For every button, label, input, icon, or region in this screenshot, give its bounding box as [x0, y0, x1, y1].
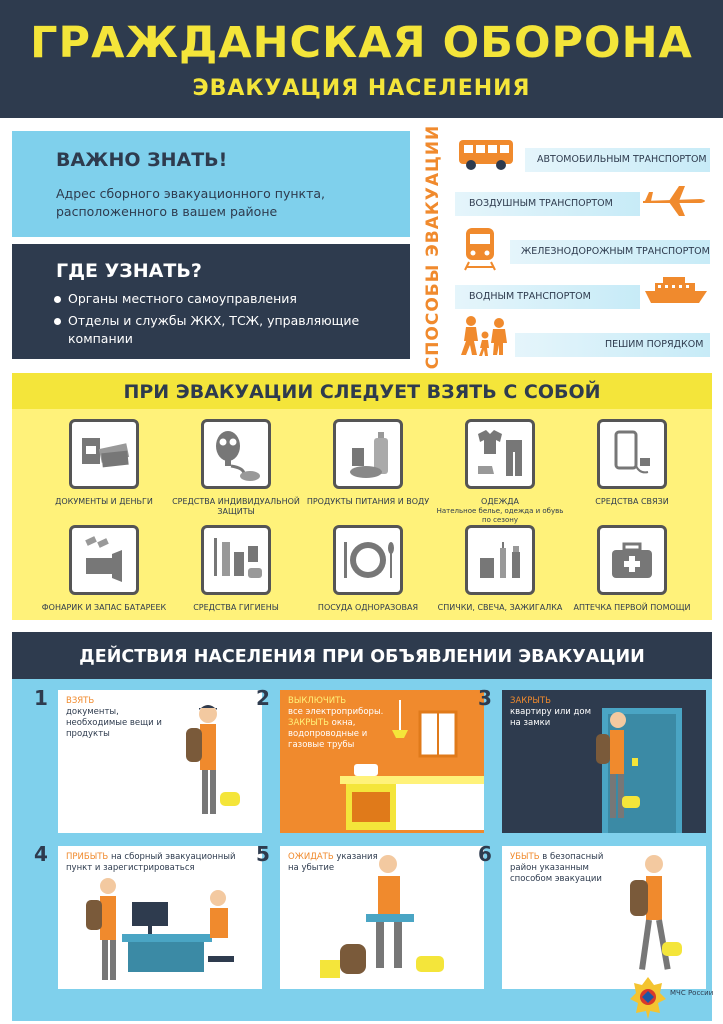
actions-section: [12, 632, 712, 1021]
gas-mask-icon: [201, 419, 271, 489]
step-panel: [280, 690, 484, 833]
take-item-label: ПОСУДА ОДНОРАЗОВАЯ: [317, 603, 419, 612]
step-keyword: ВЗЯТЬ: [66, 696, 95, 706]
transport-item-air: [455, 192, 710, 218]
logo-label: МЧС России: [670, 989, 714, 997]
take-item-clothes: [434, 419, 566, 525]
take-item-matches: [434, 525, 566, 613]
transport-item-walk: [455, 333, 710, 359]
take-item-label: ФОНАРИК И ЗАПАС БАТАРЕЕК: [41, 603, 167, 612]
phone-icon: [597, 419, 667, 489]
take-item-documents: [38, 419, 170, 507]
page-title: ГРАЖДАНСКАЯ ОБОРОНА: [30, 18, 693, 68]
waiting-person-icon: [310, 852, 484, 989]
where-item: Отделы и службы ЖКХ, ТСЖ, управляющие компании: [52, 312, 392, 348]
step-text: [66, 696, 178, 740]
take-item-label: СРЕДСТВА ГИГИЕНЫ: [193, 603, 279, 612]
first-aid-icon: [597, 525, 667, 595]
step-number: 3: [478, 686, 492, 710]
take-item-label: СРЕДСТВА СВЯЗИ: [595, 497, 669, 506]
food-water-icon: [333, 419, 403, 489]
airplane-icon: [639, 184, 709, 218]
page-subtitle: ЭВАКУАЦИЯ НАСЕЛЕНИЯ: [192, 76, 531, 101]
emblem-icon: [628, 975, 668, 1020]
where-list: [52, 290, 392, 352]
action-step-4: [34, 842, 262, 989]
step-keyword: УБЫТЬ: [510, 852, 540, 862]
take-with-you-section: [12, 373, 712, 620]
action-step-1: [34, 686, 262, 833]
take-heading: ПРИ ЭВАКУАЦИИ СЛЕДУЕТ ВЗЯТЬ С СОБОЙ: [123, 381, 601, 403]
flashlight-icon: [69, 525, 139, 595]
step-panel: [280, 846, 484, 989]
matches-icon: [465, 525, 535, 595]
transport-label: ЖЕЛЕЗНОДОРОЖНЫМ ТРАНСПОРТОМ: [521, 246, 710, 257]
step-panel: [58, 690, 262, 833]
actions-heading: ДЕЙСТВИЯ НАСЕЛЕНИЯ ПРИ ОБЪЯВЛЕНИИ ЭВАКУАЦИИ: [79, 647, 645, 667]
take-item-label: ОДЕЖДА: [481, 497, 519, 506]
step-number: 6: [478, 842, 492, 866]
important-to-know-box: [12, 131, 410, 237]
step-text: [510, 852, 610, 885]
documents-money-icon: [69, 419, 139, 489]
step-text: [66, 852, 246, 874]
transport-item-auto: [455, 148, 710, 174]
step-description-2: окна, водопроводные и газовые трубы: [288, 718, 368, 750]
header-banner: [0, 0, 723, 118]
bus-icon: [457, 138, 515, 172]
important-text: Адрес сборного эвакуационного пункта, расположенного в вашем районе: [56, 186, 326, 219]
step-keyword: ПРИБЫТЬ: [66, 852, 109, 862]
step-keyword-2: ЗАКРЫТЬ: [288, 718, 329, 728]
door-icon: [592, 704, 706, 833]
transport-label: ВОДНЫМ ТРАНСПОРТОМ: [469, 291, 591, 302]
take-item-first-aid: [566, 525, 698, 613]
step-description: в безопасный район указанным способом эвакуации: [510, 852, 604, 884]
ship-icon: [643, 273, 709, 307]
step-number: 2: [256, 686, 270, 710]
step-description: все электроприборы.: [288, 707, 384, 717]
step-description: указания на убытие: [288, 852, 378, 873]
take-item-label: ДОКУМЕНТЫ И ДЕНЬГИ: [55, 497, 153, 506]
step-description: квартиру или дом на замки: [510, 707, 592, 728]
train-icon: [463, 226, 497, 272]
step-number: 4: [34, 842, 48, 866]
step-description: на сборный эвакуационный пункт и зарегистрироваться: [66, 852, 236, 873]
step-panel: [502, 846, 706, 989]
step-description: документы, необходимые вещи и продукты: [66, 707, 162, 739]
clothes-icon: [465, 419, 535, 489]
take-item-flashlight: [38, 525, 170, 613]
transport-label: АВТОМОБИЛЬНЫМ ТРАНСПОРТОМ: [537, 154, 707, 165]
walking-person-icon: [612, 852, 692, 989]
take-item-food: [302, 419, 434, 507]
action-step-5: [256, 842, 484, 989]
take-item-sublabel: Нательное белье, одежда и обувь по сезону: [436, 507, 564, 524]
where-heading: ГДЕ УЗНАТЬ?: [56, 260, 202, 282]
where-to-find-box: [12, 244, 410, 359]
step-number: 5: [256, 842, 270, 866]
action-step-2: [256, 686, 484, 833]
step-keyword: ВЫКЛЮЧИТЬ: [288, 696, 347, 706]
step-panel: [58, 846, 262, 989]
step-keyword: ЗАКРЫТЬ: [510, 696, 551, 706]
take-item-communication: [566, 419, 698, 507]
transport-label: ВОЗДУШНЫМ ТРАНСПОРТОМ: [469, 198, 613, 209]
kitchen-icon: [340, 700, 484, 833]
registration-desk-icon: [68, 876, 258, 989]
dishes-icon: [333, 525, 403, 595]
take-item-ppe: [170, 419, 302, 517]
take-item-label: СРЕДСТВА ИНДИВИДУАЛЬНОЙ ЗАЩИТЫ: [172, 497, 300, 516]
where-item: Органы местного самоуправления: [52, 290, 392, 308]
walking-family-icon: [457, 315, 511, 357]
person-with-backpack-icon: [168, 700, 248, 830]
take-item-label: ПРОДУКТЫ ПИТАНИЯ И ВОДУ: [306, 497, 430, 506]
transport-label: ПЕШИМ ПОРЯДКОМ: [605, 339, 704, 350]
step-panel: [502, 690, 706, 833]
important-heading: ВАЖНО ЗНАТЬ!: [56, 149, 228, 171]
transport-item-rail: [455, 240, 710, 266]
hygiene-icon: [201, 525, 271, 595]
take-item-label: АПТЕЧКА ПЕРВОЙ ПОМОЩИ: [573, 603, 691, 612]
transport-item-water: [455, 285, 710, 311]
emercom-logo: [628, 975, 718, 1020]
take-item-label: СПИЧКИ, СВЕЧА, ЗАЖИГАЛКА: [437, 603, 563, 612]
step-keyword: ОЖИДАТЬ: [288, 852, 334, 862]
take-item-dishes: [302, 525, 434, 613]
evacuation-methods-title: СПОСОБЫ ЭВАКУАЦИИ: [423, 124, 443, 370]
step-number: 1: [34, 686, 48, 710]
step-text: [510, 696, 600, 729]
action-step-3: [478, 686, 706, 833]
take-item-hygiene: [170, 525, 302, 613]
action-step-6: [478, 842, 706, 989]
